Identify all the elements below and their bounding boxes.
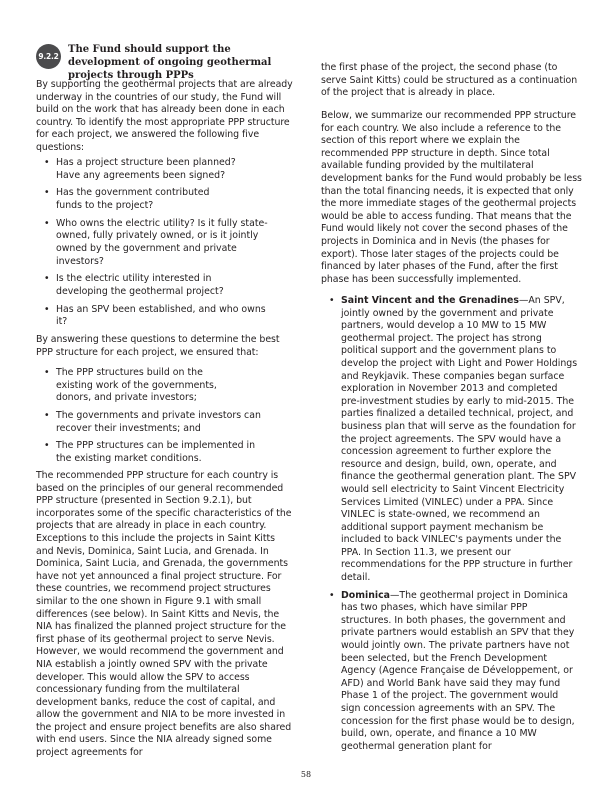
list-item: • Is the electric utility interested in developing the geothermal project?: [44, 273, 224, 297]
assurances-list: [44, 367, 284, 471]
country-list: [329, 295, 579, 753]
recommendation-paragraph: The recommended PPP structure for each country is based on the principles of our general recommended PPP structure (presented in Section 9.2.1), but incorporates some of the specific characteristics of the projects that are already in place in each country. Exceptions to this include the projects in Saint Kitts and Nevis, Dominica, Saint Lucia, and Grenada. In Dominica, Saint Lucia, and Grenada, the governments have not yet announced a final project structure. For these countries, we recommend project structures similar to the one shown in Figure 9.1 with small differences (see below). In Saint Kitts and Nevis, the NIA has finalized the planned project structure for the first phase of its geothermal project to serve Nevis. However, we would recommend the government and NIA establish a jointly owned SPV with the private developer. This would allow the SPV to access concessionary funding from the multilateral development banks, reduce the cost of capital, and allow the government and NIA to be more invested in the project and ensure project benefits are also shared with end users. Since the NIA already signed some project agreements for: [36, 470, 292, 759]
country-name: Dominica: [341, 589, 390, 601]
country-name: Saint Vincent and the Grenadines: [341, 295, 519, 306]
list-item: • The PPP structures build on the existing work of the governments, donors, and private investors;: [44, 367, 217, 404]
bullet-icon: •: [44, 440, 50, 452]
country-description: —The geothermal project in Dominica has two phases, which have similar PPP structures. In both phases, the government and private partners would establish an SPV that they would jointly own. The private partners have not been selected, but the French Development Agency (Agence Française de Développement, or AFD) and World Bank have said they may fund Phase 1 of the project. The government would sign concession agreements with an SPV. The concession for the first phase would be to design, build, own, operate, and finance a 10 MW geothermal generation plant for: [341, 589, 575, 752]
bullet-icon: •: [44, 157, 50, 168]
intro-paragraph: By supporting the geothermal projects that are already underway in the countries of our study, the Fund will build on the work that has already been done in each country. To identify the most appropriate PPP structure for each project, we answered the following five questions:: [36, 79, 293, 153]
continuation-paragraph: the first phase of the project, the second phase (to serve Saint Kitts) could be structured as a continuation of the project that is already in place.: [321, 62, 578, 99]
list-item: • Has the government contributed funds to the project?: [44, 187, 210, 211]
country-description: —An SPV, jointly owned by the government and private partners, would develop a 10 MW to 15 MW geothermal project. The project has strong political support and the government plans to develop the project with Light and Power Holdings and Reykjavik. These companies began surface exploration in November 2013 and completed pre-investment studies by early to mid-2015. The parties finalized a detailed technical, project, and business plan that will serve as the foundation for the project agreements. The SPV would have a concession agreement to further explore the resource and design, build, own, operate, and finance the geothermal generation plant. The SPV would sell electricity to Saint Vincent Electricity Services Limited (VINLEC) under a PPA. Since VINLEC is state-owned, we recommend an additional support payment mechanism be included to back VINLEC's payments under the PPA. In Section 11.3, we present our recommendations for the PPP structure in further detail.: [341, 295, 578, 584]
section-heading: [36, 44, 296, 81]
bullet-icon: •: [44, 273, 50, 285]
summary-paragraph: Below, we summarize our recommended PPP structure for each country. We also include a reference to the section of this report where we explain the recommended PPP structure in depth. Since total available funding provided by the multilateral development banks for the Fund would probably be less than the total financing needs, it is expected that only the more immediate stages of the geothermal projects would be able to access funding. That means that the Fund would likely not cover the second phases of the projects in Dominica and in Nevis (the phases for export). Those later stages of the projects could be financed by later phases of the Fund, after the first phase has been successfully implemented.: [321, 110, 582, 285]
bullet-icon: •: [44, 303, 50, 315]
section-number-badge: 9.2.2: [36, 44, 61, 69]
list-item: • Has an SPV been established, and who owns it?: [44, 303, 266, 328]
bullet-icon: •: [44, 217, 50, 229]
list-item: • Who owns the electric utility? Is it fully state-owned, fully privately owned, or is it jointly owned by the government and private investors?: [44, 217, 268, 267]
list-item: • Has a project structure been planned? Have any agreements been signed?: [44, 157, 236, 181]
page-number: 58: [300, 770, 312, 779]
list-item: • The PPP structures can be implemented in the existing market conditions.: [44, 440, 256, 464]
bullet-icon: •: [44, 367, 50, 378]
list-item: [329, 590, 579, 754]
bullet-icon: •: [44, 409, 50, 421]
assurance-intro: By answering these questions to determine the best PPP structure for each project, we ensured that:: [36, 334, 280, 358]
questions-list: [44, 157, 284, 334]
bullet-icon: •: [329, 295, 335, 306]
bullet-icon: •: [329, 589, 335, 601]
bullet-icon: •: [44, 187, 50, 199]
list-item: • The governments and private investors can recover their investments; and: [44, 409, 261, 434]
list-item: [329, 295, 579, 585]
section-title: The Fund should support the development of ongoing geothermal projects through PPPs: [68, 44, 272, 81]
